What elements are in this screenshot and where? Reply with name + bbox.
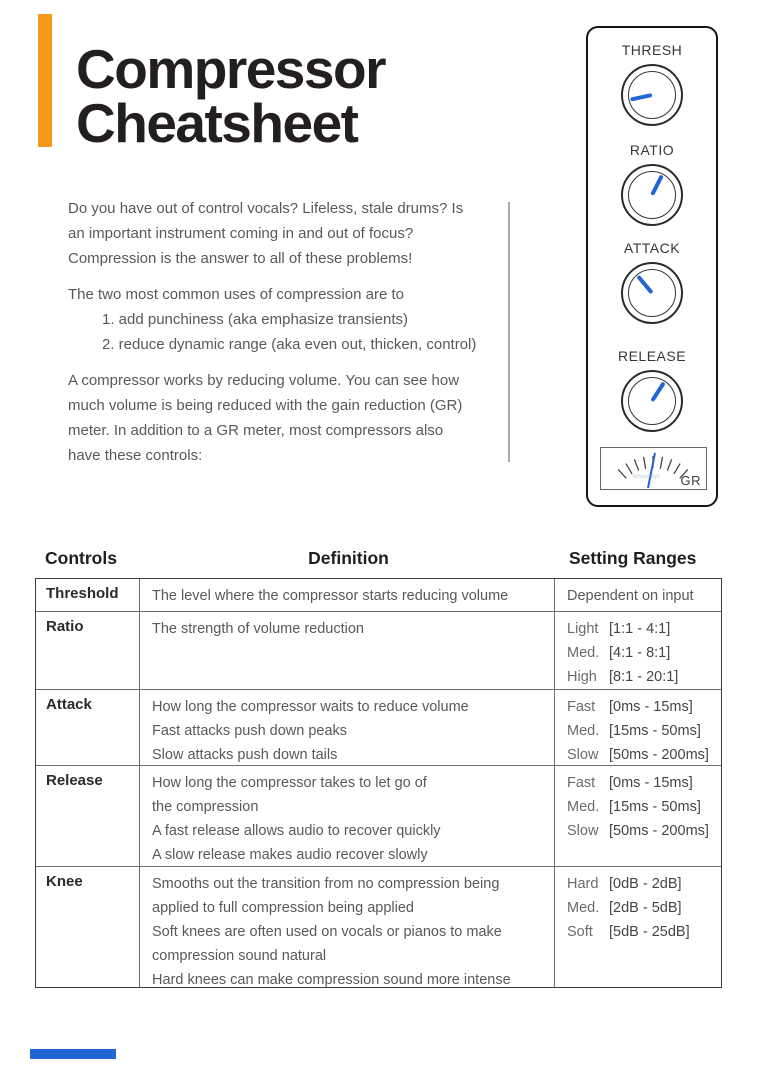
table-row [36, 689, 721, 765]
knob-dial [621, 164, 683, 226]
range-value: [15ms - 50ms] [609, 723, 701, 739]
controls-table [35, 578, 722, 988]
range-label: Fast [567, 699, 596, 715]
gr-meter [600, 447, 707, 490]
range-label: Med. [567, 723, 600, 739]
definition-line: Hard knees can make compression sound more intense [152, 972, 511, 988]
range-label: Med. [567, 900, 600, 916]
definition-line: compression sound natural [152, 948, 327, 964]
range-label: High [567, 669, 597, 685]
intro-line: meter. In addition to a GR meter, most compressors also [68, 422, 444, 439]
definition-line: the compression [152, 799, 259, 815]
range-value: [15ms - 50ms] [609, 799, 701, 815]
control-name: Release [36, 766, 140, 866]
intro-divider-rule [508, 202, 510, 462]
table-row [36, 765, 721, 866]
control-ranges [555, 612, 720, 689]
intro-line: A compressor works by reducing volume. You can see how [68, 372, 460, 389]
knob-label: THRESH [621, 42, 683, 58]
intro-paragraph-2 [68, 282, 508, 357]
range-label: Med. [567, 799, 600, 815]
definition-line: The level where the compressor starts reducing volume [152, 588, 509, 604]
control-ranges [555, 690, 720, 765]
knob-dial [621, 262, 683, 324]
knob-release [588, 346, 716, 432]
column-header-setting-ranges: Setting Ranges [569, 548, 697, 568]
range-value: [8:1 - 20:1] [609, 669, 679, 685]
definition-line: How long the compressor waits to reduce volume [152, 699, 469, 715]
range-row [567, 872, 716, 896]
page-title-line2: Cheatsheet [76, 92, 358, 154]
intro-line: have these controls: [68, 447, 203, 464]
intro-paragraph-3 [68, 368, 508, 468]
definition-line: Slow attacks push down tails [152, 747, 338, 763]
knob-thresh [588, 40, 716, 126]
range-label: Light [567, 621, 599, 637]
range-label: Med. [567, 645, 600, 661]
range-value: [1:1 - 4:1] [609, 621, 671, 637]
range-value: [0dB - 2dB] [609, 876, 682, 892]
range-row [567, 641, 716, 665]
control-definition [140, 766, 555, 866]
control-definition [140, 867, 555, 987]
knob-attack [588, 238, 716, 324]
range-row [567, 743, 716, 767]
range-row [567, 771, 716, 795]
range-value: [50ms - 200ms] [609, 823, 709, 839]
range-row [567, 795, 716, 819]
range-label: Fast [567, 775, 596, 791]
definition-line: Soft knees are often used on vocals or pianos to make [152, 924, 502, 940]
range-row [567, 819, 716, 843]
list-item: 2. reduce dynamic range (aka even out, thicken, control) [102, 336, 477, 353]
definition-line: Fast attacks push down peaks [152, 723, 348, 739]
column-header-controls: Controls [45, 548, 117, 568]
range-label: Soft [567, 924, 593, 940]
knob-label: RELEASE [617, 348, 687, 364]
definition-line: Smooths out the transition from no compression being [152, 876, 500, 892]
knob-ratio [588, 140, 716, 226]
knob-dial [621, 370, 683, 432]
control-name: Knee [36, 867, 140, 987]
compressor-panel [586, 26, 718, 507]
range-label: Slow [567, 747, 599, 763]
knob-label: ATTACK [623, 240, 681, 256]
control-definition [140, 690, 555, 765]
column-header-definition: Definition [308, 548, 389, 568]
intro-line: Compression is the answer to all of these problems! [68, 250, 413, 267]
intro-text [68, 196, 508, 479]
range-value: [0ms - 15ms] [609, 699, 693, 715]
knob-inner-ring [628, 269, 676, 317]
range-row [567, 617, 716, 641]
control-ranges [555, 766, 720, 866]
definition-line: A slow release makes audio recover slowly [152, 847, 428, 863]
control-name: Ratio [36, 612, 140, 689]
range-label: Slow [567, 823, 599, 839]
intro-paragraph-1 [68, 196, 508, 271]
definition-line: A fast release allows audio to recover quickly [152, 823, 441, 839]
range-value: [4:1 - 8:1] [609, 645, 671, 661]
title-accent-bar [38, 14, 52, 147]
page-title-line1: Compressor [76, 38, 385, 100]
compression-uses-list [68, 307, 508, 357]
range-row [567, 719, 716, 743]
control-definition [140, 612, 555, 689]
range-row [567, 920, 716, 944]
definition-line: How long the compressor takes to let go of [152, 775, 427, 791]
definition-line: The strength of volume reduction [152, 621, 364, 637]
gr-meter-needle [648, 453, 655, 488]
gr-meter-label: GR [680, 473, 701, 488]
table-row [36, 611, 721, 689]
range-value: [5dB - 25dB] [609, 924, 690, 940]
intro-line: an important instrument coming in and out of focus? [68, 225, 414, 242]
knob-label: RATIO [629, 142, 675, 158]
range-value: Dependent on input [567, 588, 694, 604]
control-ranges [555, 867, 720, 987]
list-item: 1. add punchiness (aka emphasize transients) [102, 311, 409, 328]
page-title [76, 38, 385, 154]
intro-line: much volume is being reduced with the gain reduction (GR) [68, 397, 463, 414]
control-definition [140, 579, 555, 611]
intro-line: Do you have out of control vocals? Lifeless, stale drums? Is [68, 200, 464, 217]
table-row [36, 866, 721, 987]
meter-watermark: whoadays [632, 474, 661, 480]
range-row [567, 695, 716, 719]
range-label: Hard [567, 876, 599, 892]
range-value: [2dB - 5dB] [609, 900, 682, 916]
range-row [567, 665, 716, 689]
intro-paragraph-2-lead: The two most common uses of compression are to [68, 286, 404, 303]
control-name: Attack [36, 690, 140, 765]
definition-line: applied to full compression being applied [152, 900, 414, 916]
footer-accent-bar [30, 1049, 116, 1059]
range-value: [50ms - 200ms] [609, 747, 709, 763]
control-name: Threshold [36, 579, 140, 611]
range-row [567, 896, 716, 920]
table-row [36, 579, 721, 611]
control-ranges [555, 579, 720, 611]
range-value: [0ms - 15ms] [609, 775, 693, 791]
table-column-headers [35, 548, 722, 569]
knob-dial [621, 64, 683, 126]
